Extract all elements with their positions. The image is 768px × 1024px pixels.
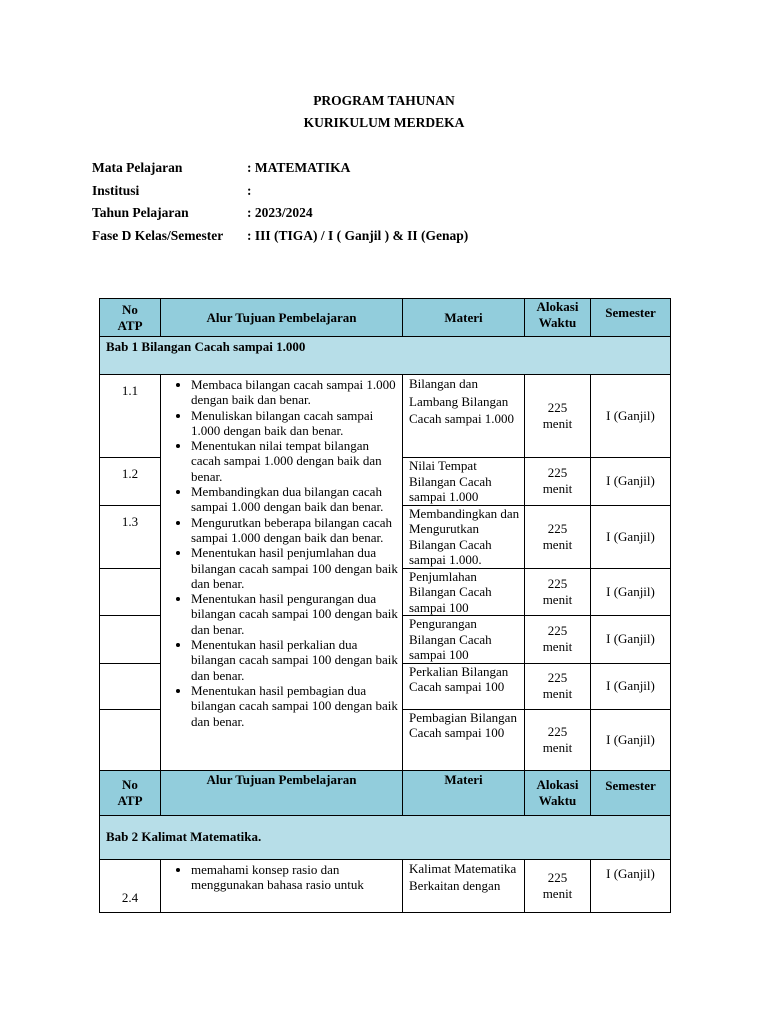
alokasi-unit: menit: [542, 639, 573, 655]
list-item: • memahami konsep rasio dan menggunakan bahasa rasio untuk: [191, 862, 398, 893]
list-item: • Membaca bilangan cacah sampai 1.000 dengan baik dan benar.: [191, 377, 398, 408]
header-alokasi-line1: Alokasi: [536, 299, 579, 314]
header-alokasi-line1: Alokasi: [536, 776, 579, 792]
row-materi: Kalimat Matematika Berkaitan dengan: [403, 859, 525, 912]
row-semester: I (Ganjil): [591, 568, 671, 616]
alokasi-unit: menit: [542, 739, 573, 755]
row-materi: Penjumlahan Bilangan Cacah sampai 100: [403, 568, 525, 616]
list-item: • Menentukan nilai tempat bilangan cacah sampai 1.000 dengan baik dan benar.: [191, 438, 398, 484]
list-item: • Membandingkan dua bilangan cacah sampai 1.000 dengan baik dan benar.: [191, 484, 398, 515]
header-no-atp: [100, 770, 161, 815]
alokasi-unit: menit: [542, 481, 573, 497]
list-item: • Menentukan hasil pembagian dua bilangan cacah sampai 100 dengan baik dan benar.: [191, 683, 398, 729]
row-semester: I (Ganjil): [591, 663, 671, 709]
row-alokasi: [525, 505, 591, 568]
alokasi-unit: menit: [542, 885, 573, 901]
meta-key: Fase D Kelas/Semester: [92, 227, 224, 243]
header-materi: Materi: [403, 770, 525, 815]
row-no: [100, 616, 161, 664]
header-no-atp-line1: No: [122, 301, 138, 317]
row-no: 1.3: [100, 505, 161, 568]
meta-row-tahun-pelajaran: [92, 202, 468, 225]
meta-value: :: [247, 182, 252, 198]
meta-key: Tahun Pelajaran: [92, 205, 189, 220]
row-alokasi: [525, 458, 591, 506]
meta-row-fase-kelas-semester: [92, 225, 468, 248]
alokasi-unit: menit: [542, 686, 573, 701]
row-no: 2.4: [100, 859, 161, 912]
row-alokasi: [525, 709, 591, 770]
row-materi: Nilai Tempat Bilangan Cacah sampai 1.000: [403, 458, 525, 506]
list-item: • Menentukan hasil perkalian dua bilangan cacah sampai 100 dengan baik dan benar.: [191, 637, 398, 683]
row-no: [100, 709, 161, 770]
row-materi: Perkalian Bilangan Cacah sampai 100: [403, 663, 525, 709]
row-alokasi: [525, 616, 591, 664]
meta-key: Mata Pelajaran: [92, 160, 183, 175]
list-item: • Menentukan hasil pengurangan dua bilangan cacah sampai 100 dengan baik dan benar.: [191, 591, 398, 637]
alokasi-value: 225: [547, 465, 568, 481]
row-semester: I (Ganjil): [591, 709, 671, 770]
meta-value: : 2023/2024: [247, 205, 313, 220]
row-no: [100, 663, 161, 709]
alur-list-cell: [161, 375, 403, 771]
row-semester: I (Ganjil): [591, 505, 671, 568]
alokasi-value: 225: [547, 400, 568, 415]
header-alokasi-line2: Waktu: [538, 315, 577, 330]
program-tahunan-table: [99, 298, 671, 913]
alokasi-value: 225: [547, 670, 568, 685]
document-meta: [92, 157, 468, 247]
alokasi-unit: menit: [542, 536, 573, 552]
alokasi-unit: menit: [542, 591, 573, 607]
row-alokasi: [525, 663, 591, 709]
section-row: [100, 337, 671, 375]
alokasi-value: 225: [547, 623, 568, 639]
row-alokasi: [525, 568, 591, 616]
list-item: • Menuliskan bilangan cacah sampai 1.000 dengan baik dan benar.: [191, 408, 398, 439]
section-row: [100, 815, 671, 859]
section-title: Bab 2 Kalimat Matematika.: [100, 815, 671, 859]
row-no: [100, 568, 161, 616]
header-alur: Alur Tujuan Pembelajaran: [161, 770, 403, 815]
table-row: [100, 859, 671, 912]
header-no-atp-line2: ATP: [117, 792, 143, 808]
meta-row-institusi: [92, 180, 468, 203]
meta-row-mata-pelajaran: [92, 157, 468, 180]
header-no-atp: [100, 299, 161, 337]
row-materi: Membandingkan dan Mengurutkan Bilangan Cacah sampai 1.000.: [403, 505, 525, 568]
header-alokasi-line2: Waktu: [538, 792, 577, 808]
row-semester: I (Ganjil): [591, 375, 671, 458]
table-row: [100, 375, 671, 458]
header-no-atp-line1: No: [122, 776, 138, 792]
alokasi-value: 225: [547, 723, 568, 739]
header-no-atp-line2: ATP: [117, 317, 143, 333]
alokasi-unit: menit: [542, 416, 573, 431]
header-alokasi: [525, 299, 591, 337]
alokasi-value: 225: [547, 575, 568, 591]
meta-value: : MATEMATIKA: [247, 160, 351, 175]
row-semester: I (Ganjil): [591, 616, 671, 664]
table-header-row: [100, 299, 671, 337]
row-semester: I (Ganjil): [591, 859, 671, 912]
header-alokasi: [525, 770, 591, 815]
alur-list: [169, 862, 398, 893]
row-materi: Pembagian Bilangan Cacah sampai 100: [403, 709, 525, 770]
row-materi: Bilangan dan Lambang Bilangan Cacah sampai 1.000: [403, 375, 525, 458]
meta-value: : III (TIGA) / I ( Ganjil ) & II (Genap): [247, 227, 469, 243]
alur-list-cell: [161, 859, 403, 912]
row-no: 1.2: [100, 458, 161, 506]
document-title: PROGRAM TAHUNAN: [313, 93, 455, 108]
header-materi: Materi: [403, 299, 525, 337]
document-subtitle: KURIKULUM MERDEKA: [303, 115, 465, 130]
row-materi: Pengurangan Bilangan Cacah sampai 100: [403, 616, 525, 664]
row-semester: I (Ganjil): [591, 458, 671, 506]
alokasi-value: 225: [547, 520, 568, 536]
section-title: Bab 1 Bilangan Cacah sampai 1.000: [100, 337, 671, 375]
list-item: • Menentukan hasil penjumlahan dua bilangan cacah sampai 100 dengan baik dan benar.: [191, 545, 398, 591]
header-semester: Semester: [591, 299, 671, 337]
meta-key: Institusi: [92, 182, 140, 198]
row-no: 1.1: [100, 375, 161, 458]
row-alokasi: [525, 859, 591, 912]
header-semester: Semester: [591, 770, 671, 815]
alur-list: [169, 377, 398, 729]
row-alokasi: [525, 375, 591, 458]
list-item: • Mengurutkan beberapa bilangan cacah sampai 1.000 dengan baik dan benar.: [191, 515, 398, 546]
alokasi-value: 225: [547, 869, 568, 885]
table-header-row-repeat: [100, 770, 671, 815]
header-alur: Alur Tujuan Pembelajaran: [161, 299, 403, 337]
